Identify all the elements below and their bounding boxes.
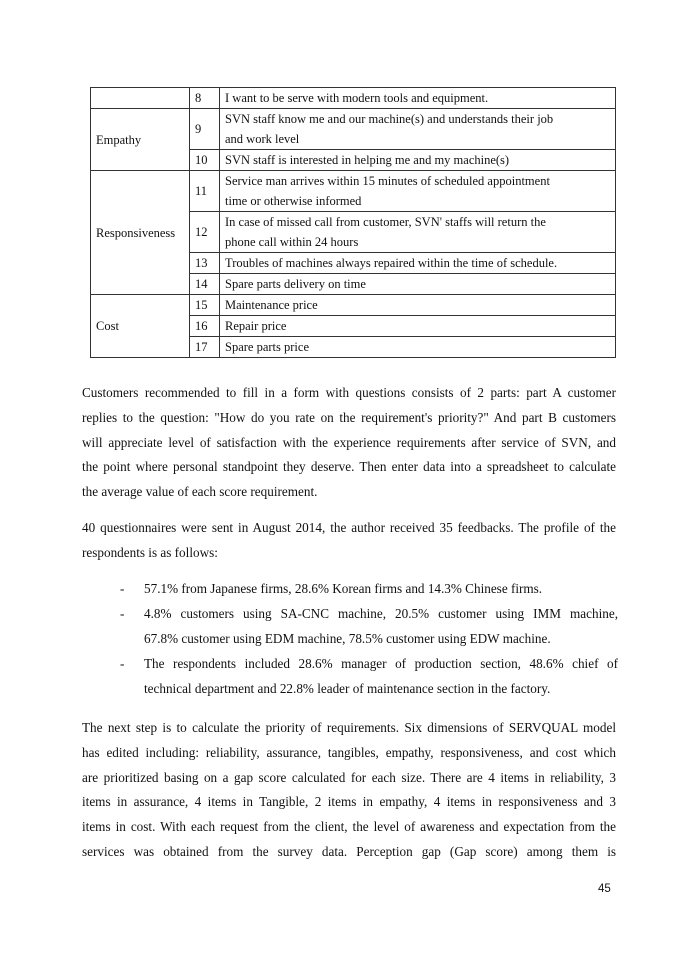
paragraph-survey-method: Customers recommended to fill in a form with questions consists of 2 parts: part A customer replies to the question: "How do you rate on the requirement's priority?" And part B customers will appreciate level of satisfaction with the experience requirements after service of SVN, and the point where personal standpoint they deserve. Then enter data into a spreadsheet to calculate the average value of each score requirement. bbox=[82, 385, 616, 500]
dimension-cell-cost: Cost bbox=[91, 295, 190, 358]
item-text: SVN staff is interested in helping me and my machine(s) bbox=[220, 150, 616, 171]
requirements-table bbox=[90, 87, 616, 358]
item-text: I want to be serve with modern tools and equipment. bbox=[220, 88, 616, 109]
item-number: 8 bbox=[190, 88, 220, 109]
table-row bbox=[91, 109, 616, 150]
dimension-cell-empathy: Empathy bbox=[91, 109, 190, 171]
item-text: Repair price bbox=[220, 316, 616, 337]
item-text: In case of missed call from customer, SVN' staffs will return the phone call within 24 hours bbox=[220, 212, 616, 253]
item-number: 9 bbox=[190, 109, 220, 150]
item-number: 16 bbox=[190, 316, 220, 337]
item-text: Spare parts delivery on time bbox=[220, 274, 616, 295]
paragraph-questionnaires: 40 questionnaires were sent in August 2014, the author received 35 feedbacks. The profile of the respondents is as follows: bbox=[82, 520, 616, 560]
table-row bbox=[91, 171, 616, 212]
item-number: 17 bbox=[190, 337, 220, 358]
list-item: - 4.8% customers using SA-CNC machine, 20.5% customer using IMM machine, 67.8% customer using EDM machine, 78.5% customer using EDW machine. bbox=[120, 606, 618, 646]
item-number: 13 bbox=[190, 253, 220, 274]
item-number: 14 bbox=[190, 274, 220, 295]
item-text: Spare parts price bbox=[220, 337, 616, 358]
item-number: 15 bbox=[190, 295, 220, 316]
list-item: - 57.1% from Japanese firms, 28.6% Korean firms and 14.3% Chinese firms. bbox=[120, 581, 543, 596]
table-row bbox=[91, 88, 616, 109]
dimension-cell bbox=[91, 88, 190, 109]
item-number: 12 bbox=[190, 212, 220, 253]
item-text: Maintenance price bbox=[220, 295, 616, 316]
item-text: Service man arrives within 15 minutes of scheduled appointment time or otherwise informed bbox=[220, 171, 616, 212]
item-text: Troubles of machines always repaired within the time of schedule. bbox=[220, 253, 616, 274]
list-item: - The respondents included 28.6% manager of production section, 48.6% chief of technical department and 22.8% leader of maintenance section in the factory. bbox=[120, 656, 618, 696]
item-number: 11 bbox=[190, 171, 220, 212]
item-number: 10 bbox=[190, 150, 220, 171]
table-row bbox=[91, 295, 616, 316]
paragraph-priority-calculation: The next step is to calculate the priority of requirements. Six dimensions of SERVQUAL model has edited including: reliability, assurance, tangibles, empathy, responsiveness, and cost which are prioritized basing on a gap score calculated for each size. There are 4 items in reliability, 3 items in assurance, 4 items in Tangible, 2 items in empathy, 4 items in responsiveness and 3 items in cost. With each request from the client, the level of awareness and expectation from the services was obtained from the survey data. Perception gap (Gap score) among them is bbox=[82, 720, 616, 859]
page-number: 45 bbox=[598, 883, 611, 895]
dimension-cell-responsiveness: Responsiveness bbox=[91, 171, 190, 295]
respondent-profile-list bbox=[120, 576, 618, 701]
item-text: SVN staff know me and our machine(s) and understands their job and work level bbox=[220, 109, 616, 150]
